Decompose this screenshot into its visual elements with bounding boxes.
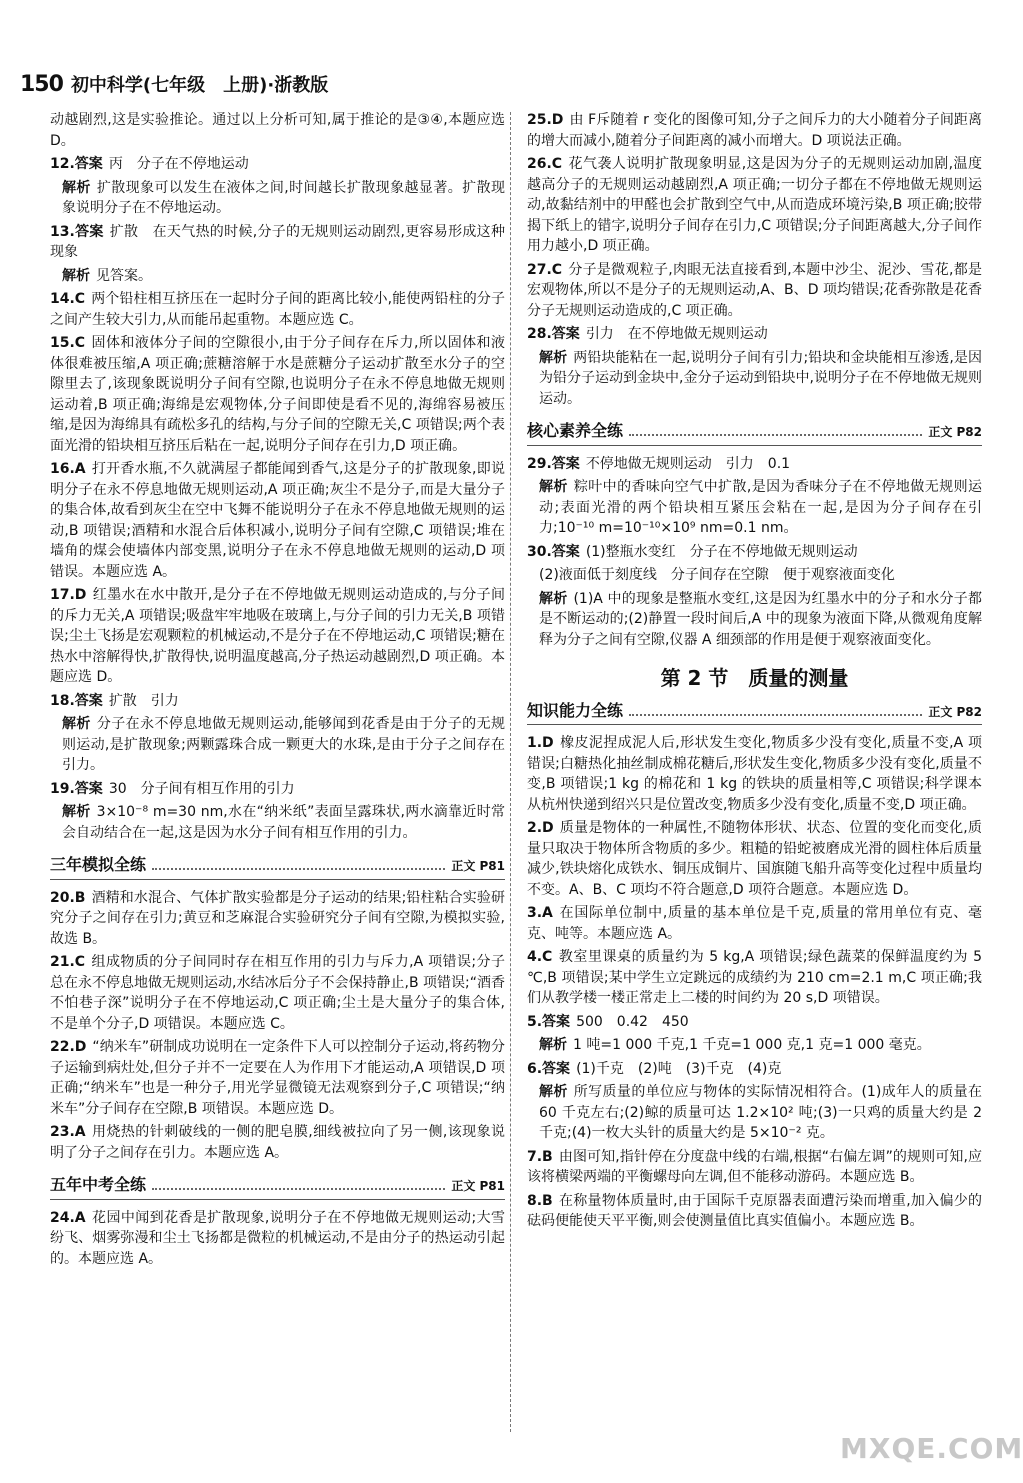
question-number: 29.答案 — [527, 455, 580, 472]
answer-text: 分子是微观粒子,肉眼无法直接看到,本题中沙尘、泥沙、雪花,都是宏观物体,所以不是分子的无规则运动,A、B、D 项均错误;花香弥散是花香分子无规则运动造成的,C 项正确。 — [527, 261, 982, 319]
explanation-text: 分子在永不停息地做无规则运动,能够闻到花香是由于分子的无规则运动,是扩散现象;两颗露珠合成一颗更大的水珠,是由于分子之间存在引力。 — [62, 716, 506, 773]
answer-item — [527, 1191, 982, 1232]
explanation-label: 解析 — [539, 1037, 567, 1053]
chapter-heading — [527, 668, 982, 689]
explanation-label: 解析 — [62, 716, 91, 732]
answer-text: 在国际单位制中,质量的基本单位是千克,质量的常用单位有克、毫克、吨等。本题应选 A。 — [527, 905, 982, 942]
answer-text: 由图可知,指针停在分度盘中线的右端,根据“右偏左调”的规则可知,应该将横梁两端的平衡螺母向左调,但不能移动游码。本题应选 B。 — [527, 1148, 982, 1185]
watermark: MXQE.COM — [840, 1432, 1023, 1465]
answer-item — [50, 1037, 505, 1119]
answer-text: 扩散 在天气热的时候,分子的无规则运动剧烈,更容易形成这种现象 — [50, 223, 505, 260]
answer-text: 500 0.42 450 — [576, 1013, 689, 1030]
question-number: 15.C — [50, 335, 86, 351]
answer-text: 两个铅柱相互挤压在一起时分子间的距离比较小,能使两铅柱的分子之间产生较大引力,从而能吊起重物。本题应选 C。 — [50, 291, 505, 328]
explanation-label: 解析 — [62, 179, 91, 196]
explanation — [527, 1082, 982, 1144]
answer-item — [50, 459, 505, 582]
explanation-text: 3×10⁻⁸ m=30 nm,水在“纳米纸”表面呈露珠状,两水滴靠近时常会自动结合在一起,这是因为水分子间有相互作用的引力。 — [62, 804, 506, 841]
right-column — [527, 110, 982, 1235]
answer-text: 在称量物体质量时,由于国际千克原器表面遭污染而增重,加入偏少的砝码便能使天平平衡,则会使测量值比真实值偏小。本题应选 B。 — [527, 1192, 982, 1229]
explanation — [527, 1035, 982, 1056]
explanation-text: 见答案。 — [96, 267, 152, 284]
answer-text: 30 分子间有相互作用的引力 — [108, 780, 295, 797]
explanation — [527, 589, 982, 651]
section-leader — [629, 714, 922, 716]
answer-item — [527, 324, 982, 345]
section-header — [50, 1175, 505, 1200]
answer-item — [50, 289, 505, 330]
answer-item — [50, 691, 505, 712]
question-number: 21.C — [50, 954, 86, 970]
section-page-ref: 正文 P81 — [451, 859, 505, 873]
answer-text: 扩散 引力 — [108, 692, 179, 709]
question-number: 4.C — [527, 949, 553, 965]
question-number: 5.答案 — [527, 1013, 571, 1030]
question-number: 24.A — [50, 1209, 86, 1226]
section-leader — [152, 1188, 445, 1190]
question-number: 26.C — [527, 156, 563, 172]
answer-item — [527, 454, 982, 475]
question-number: 1.D — [527, 735, 554, 751]
answer-item — [527, 1012, 982, 1033]
explanation-text: 粽叶中的香味向空气中扩散,是因为香味分子在不停地做无规则运动;表面光滑的两个铅块相互紧压会粘在一起,是因为分子间存在引力;10⁻¹⁰ m=10⁻¹⁰×10⁹ nm=0.1 nm。 — [539, 479, 983, 536]
answer-text: 花园中闻到花香是扩散现象,说明分子在不停地做无规则运动;大雪纷飞、烟雾弥漫和尘土飞扬都是微粒的机械运动,不是由分子的热运动引起的。本题应选 A。 — [50, 1209, 505, 1267]
question-number: 3.A — [527, 905, 553, 921]
page-header — [20, 64, 328, 104]
answer-text: 橡皮泥捏成泥人后,形状发生变化,物质多少没有变化,质量不变,A 项错误;白糖热化抽丝制成棉花糖后,形状发生变化,物质多少没有变化,质量不变,B 项错误;1 kg 的棉花和 1 kg 的铁块的质量相等,C 项错误;科学课本从杭州快递到绍兴只是位置改变,物质多少没有变化,质量不变,D 项正确。 — [527, 735, 982, 813]
answer-text: (1)千克 (2)吨 (3)千克 (4)克 — [576, 1060, 782, 1077]
section-title: 知识能力全练 — [527, 700, 624, 720]
answer-item — [527, 542, 982, 563]
question-number: 18.答案 — [50, 692, 103, 709]
explanation-label: 解析 — [62, 804, 91, 820]
section-page-ref: 正文 P82 — [928, 425, 982, 439]
question-number: 28.答案 — [527, 326, 580, 342]
explanation-label: 解析 — [62, 267, 90, 284]
explanation-text: (1)A 中的现象是整瓶水变红,这是因为红墨水中的分子和水分子都是不断运动的;(2)静置一段时间后,A 中的现象为液面下降,从微观角度解释为分子之间有空隙,仪器 A 细颈部的作用是便于观察液面变化。 — [539, 590, 983, 648]
explanation — [50, 178, 505, 219]
answer-item — [527, 154, 982, 257]
answer-text: 组成物质的分子间同时存在相互作用的引力与斥力,A 项错误;分子总在永不停息地做无规则运动,水结冰后分子不会保持静止,B 项错误;“酒香不怕巷子深”说明分子在不停地运动,C 项正确;尘土是大量分子的集合体,不是单个分子,D 项错误。本题应选 C。 — [50, 954, 505, 1032]
answer-item — [527, 1059, 982, 1080]
answer-item — [50, 154, 505, 175]
section-header — [527, 701, 982, 726]
question-number: 30.答案 — [527, 543, 580, 560]
answer-item — [50, 779, 505, 800]
question-number: 8.B — [527, 1192, 553, 1209]
answer-text: 固体和液体分子间的空隙很小,由于分子间存在斥力,所以固体和液体很难被压缩,A 项正确;蔗糖溶解于水是蔗糖分子运动扩散至水分子的空隙里去了,该现象既说明分子间有空隙,也说明分子在永不停息地做无规则运动着,B 项正确;海绵是宏观物体,分子间即使是看不见的,海绵容易被压缩,是因为海绵具有疏松多孔的结构,与分子间的空隙无关,C 项错误;两个表面光滑的铅块相互挤压后粘在一起,说明分子间存在引力,D 项正确。 — [50, 335, 505, 454]
section-leader — [629, 434, 922, 436]
question-number: 14.C — [50, 291, 86, 307]
answer-text: 由 F斥随着 r 变化的图像可知,分子之间斥力的大小随着分子间距离的增大而减小,随着分子间距离的减小而增大。D 项说法正确。 — [527, 112, 982, 149]
question-number: 19.答案 — [50, 780, 103, 797]
answer-text: “纳米车”研制成功说明在一定条件下人可以控制分子运动,将药物分子运输到病灶处,但分子并不一定要在人为作用下才能运动,A 项错误,D 项正确;“纳米车”也是一种分子,用光学显微镜无法观察到分子,C 项错误;“纳米车”分子间存在空隙,B 项错误。本题应选 D。 — [50, 1039, 505, 1117]
explanation-label: 解析 — [539, 590, 568, 607]
answer-item — [527, 260, 982, 322]
explanation-text: 所写质量的单位应与物体的实际情况相符合。(1)成年人的质量在 60 千克左右;(2)鲸的质量可达 1.2×10² 吨;(3)一只鸡的质量大约是 2 千克;(4)一枚大头针的质量大约是 5×10⁻² 克。 — [539, 1084, 982, 1141]
page-number: 150 — [20, 71, 63, 97]
question-number: 2.D — [527, 820, 554, 836]
answer-item — [527, 1147, 982, 1188]
left-column — [50, 110, 505, 1272]
explanation-text: 1 吨=1 000 千克,1 千克=1 000 克,1 克=1 000 毫克。 — [573, 1037, 931, 1053]
section-page-ref: 正文 P81 — [451, 1179, 505, 1193]
question-number: 6.答案 — [527, 1060, 571, 1077]
section-leader — [152, 868, 445, 870]
answer-text: (1)整瓶水变红 分子在不停地做无规则运动 — [585, 543, 858, 560]
answer-item — [50, 1208, 505, 1270]
answer-text: 花气袭人说明扩散现象明显,这是因为分子的无规则运动加剧,温度越高分子的无规则运动越剧烈,A 项正确;一切分子都在不停地做无规则运动,故黏结剂中的甲醛也会扩散到空气中,从而造成环境污染,B 项正确;胶带揭下纸上的错字,说明分子间存在引力,C 项错误;分子间距离越大,分子间作用力越小,D 项正确。 — [527, 156, 982, 254]
explanation-text: 扩散现象可以发生在液体之间,时间越长扩散现象越显著。扩散现象说明分子在不停地运动。 — [62, 179, 506, 216]
answer-text: 不停地做无规则运动 引力 0.1 — [585, 455, 791, 472]
section-title: 五年中考全练 — [50, 1175, 147, 1194]
answer-item — [527, 947, 982, 1009]
answer-item — [50, 1122, 505, 1163]
answer-item — [527, 903, 982, 944]
answer-item — [527, 818, 982, 900]
question-number: 13.答案 — [50, 223, 104, 240]
answer-item — [50, 585, 505, 688]
question-number: 7.B — [527, 1148, 553, 1165]
answer-text: 红墨水在水中散开,是分子在不停地做无规则运动造成的,与分子间的斥力无关,A 项错误;吸盘牢牢地吸在玻璃上,与分子间的引力无关,B 项错误;尘土飞扬是宏观颗粒的机械运动,不是分子在不停地运动,C 项错误;糖在热水中溶解得快,扩散得快,说明温度越高,分子热运动越剧烈,D 项正确。本题应选 D。 — [50, 587, 505, 685]
explanation — [50, 266, 505, 287]
explanation-text: 两铅块能粘在一起,说明分子间有引力;铅块和金块能相互渗透,是因为铅分子运动到金块中,金分子运动到铅块中,说明分子在不停地做无规则运动。 — [539, 349, 982, 407]
explanation — [50, 714, 505, 776]
answer-item — [50, 333, 505, 456]
question-number: 17.D — [50, 587, 87, 603]
section-header — [527, 421, 982, 446]
chapter-title: 质量的测量 — [748, 666, 849, 690]
section-header — [50, 855, 505, 880]
chapter-number: 第 2 节 — [660, 666, 729, 690]
explanation — [527, 477, 982, 539]
answer-item — [50, 888, 505, 950]
answer-item — [50, 222, 505, 263]
question-number: 22.D — [50, 1039, 87, 1055]
answer-subitem: (2)液面低于刻度线 分子间存在空隙 便于观察液面变化 — [539, 567, 895, 583]
answer-text: 质量是物体的一种属性,不随物体形状、状态、位置的变化而变化,质量只取决于物体所含物质的多少。粗糙的铅蛇被磨成光滑的圆柱体后质量减少,铁块熔化成铁水、铜压成铜片、国旗随飞船升高等变化过程中质量均不变。A、B、C 项均不符合题意,D 项符合题意。本题应选 D。 — [527, 820, 982, 898]
section-title: 三年模拟全练 — [50, 855, 147, 874]
section-page-ref: 正文 P82 — [928, 704, 982, 719]
answer-text: 打开香水瓶,不久就满屋子都能闻到香气,这是分子的扩散现象,即说明分子在永不停息地做无规则运动,A 项正确;灰尘不是分子,而是大量分子的集合体,故看到灰尘在空中飞舞不能说明分子在永不停息地做无规则的运动,B 项错误;酒精和水混合后体积减小,说明分子间有空隙,C 项错误;堆在墙角的煤会使墙体内部变黑,说明分子在永不停息地做无规则的运动,D 项错误。本题应选 A。 — [50, 461, 505, 580]
answer-text: 丙 分子在不停地运动 — [108, 156, 249, 172]
column-divider — [510, 112, 511, 1432]
answer-text: 教室里课桌的质量约为 5 kg,A 项错误;绿色蔬菜的保鲜温度约为 5 ℃,B 项错误;某中学生立定跳远的成绩约为 210 cm=2.1 m,C 项正确;我们从教学楼一楼正常走上二楼的时间约为 20 s,D 项错误。 — [527, 949, 982, 1006]
question-number: 27.C — [527, 261, 563, 278]
question-number: 12.答案 — [50, 156, 103, 172]
answer-item — [527, 733, 982, 815]
explanation-label: 解析 — [539, 1084, 568, 1100]
question-number: 16.A — [50, 461, 86, 477]
section-title: 核心素养全练 — [527, 421, 624, 440]
explanation — [527, 348, 982, 410]
question-number: 25.D — [527, 112, 564, 128]
question-number: 23.A — [50, 1124, 86, 1140]
answer-item — [527, 110, 982, 151]
answer-text: 酒精和水混合、气体扩散实验都是分子运动的结果;铅柱粘合实验研究分子之间存在引力;黄豆和芝麻混合实验研究分子间有空隙,为模拟实验,故选 B。 — [50, 889, 505, 947]
answer-item — [50, 952, 505, 1034]
paragraph: 动越剧烈,这是实验推论。通过以上分析可知,属于推论的是③④,本题应选 D。 — [50, 112, 505, 149]
explanation — [50, 802, 505, 843]
explanation-label: 解析 — [539, 349, 568, 366]
explanation-label: 解析 — [539, 479, 568, 495]
answer-text: 引力 在不停地做无规则运动 — [585, 326, 768, 342]
book-title: 初中科学(七年级 上册)·浙教版 — [70, 75, 329, 96]
question-number: 20.B — [50, 889, 86, 906]
answer-text: 用烧热的针刺破线的一侧的肥皂膜,细线被拉向了另一侧,该现象说明了分子之间存在引力。本题应选 A。 — [50, 1124, 505, 1161]
